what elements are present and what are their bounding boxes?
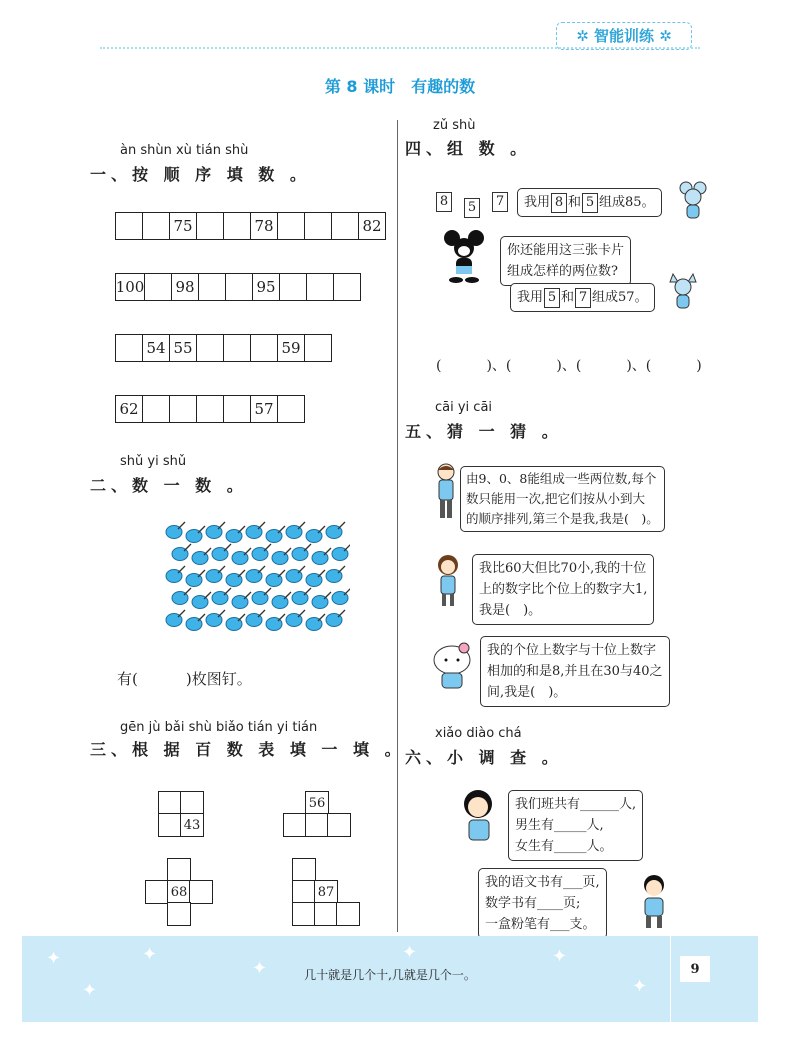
number-cell[interactable] [196,334,224,362]
bubble-text: 组成57。 [592,290,648,305]
star-icon: ✦ [46,948,62,969]
thumbtack-icon [312,548,331,565]
riddle-line: 我比60大但比70小,我的十位 [479,561,647,576]
thumbtack-icon [272,592,291,609]
number-cell[interactable] [225,273,253,301]
number-cell: 78 [250,212,278,240]
star-icon: ✦ [632,976,648,997]
number-cell[interactable] [196,395,224,423]
riddle-bubble-2 [472,554,654,625]
riddle-bubble-3 [480,636,670,707]
answer-prefix: 有( [117,670,138,688]
number-cell[interactable] [250,334,278,362]
digit-card: 7 [575,288,591,308]
boy-character-icon [432,462,460,522]
riddle-line: 由9、0、8能组成一些两位数,每个 [466,471,657,486]
number-cell: 82 [358,212,386,240]
section4-pinyin: zǔ shù [433,118,476,133]
number-cell[interactable] [142,395,170,423]
column-divider [397,120,398,932]
grid-cell[interactable] [336,902,360,926]
grid-cell: 43 [180,813,204,837]
thumbtack-icon [326,610,345,627]
number-cell: 95 [252,273,280,301]
number-cell[interactable] [277,395,305,423]
number-cell: 54 [142,334,170,362]
digit-card: 5 [464,198,480,218]
section2-title: 二、数 一 数 。 [90,476,248,495]
page-number: 9 [680,956,710,982]
footer-band [22,936,758,1022]
grid-cell[interactable] [292,858,316,882]
riddle-line: 相加的和是8,并且在30与40之 [487,664,663,679]
digit-card: 5 [582,193,598,213]
section1-pinyin: àn shùn xù tián shù [120,143,249,158]
number-cell: 100 [115,273,145,301]
survey-line[interactable]: 女生有_____人。 [515,839,613,854]
thumbtack-icon [172,544,191,561]
riddle-line: 的顺序排列,第三个是我,我是( )。 [466,511,659,526]
thumbtack-icon [172,588,191,605]
thumbtack-icon [186,614,205,631]
sequence-row-2 [115,273,361,301]
number-cell: 98 [171,273,199,301]
sequence-row-1 [115,212,386,240]
thumbtack-icon [166,522,350,631]
thumbtack-icon [292,588,311,605]
digit-card: 8 [436,192,452,212]
girl-character-icon [430,552,466,610]
star-icon: ✦ [552,946,568,967]
thumbtack-icon [212,544,231,561]
number-cell[interactable] [304,334,332,362]
schoolgirl-character-icon [456,788,504,844]
star-icon: ✦ [252,958,268,979]
sequence-row-3 [115,334,332,362]
thumbtack-icon [266,614,285,631]
bubble-text: 和 [568,195,582,210]
number-cell[interactable] [198,273,226,301]
digit-card: 8 [551,193,567,213]
thumbtack-icon [226,614,245,631]
number-cell[interactable] [304,212,332,240]
speech-bubble-1 [517,188,662,217]
number-cell[interactable] [279,273,307,301]
thumbtack-icon [186,570,205,587]
bubble-text: 组成怎样的两位数? [507,264,618,279]
number-cell: 55 [169,334,197,362]
riddle-line: 我的个位上数字与十位上数字 [487,643,657,658]
paren: )、( [486,358,512,374]
kitty-character-icon [428,640,480,692]
thumbtack-icon [192,548,211,565]
thumbtack-icon [252,544,271,561]
thumbtack-icon [212,588,231,605]
grid-cell[interactable] [189,880,213,904]
number-cell[interactable] [115,212,143,240]
top-dotted-line [100,47,700,49]
number-cell: 59 [277,334,305,362]
digit-card: 5 [544,288,560,308]
riddle-line: 我是( )。 [479,603,542,618]
thumbtack-icon [272,548,291,565]
speech-bubble-2 [500,236,631,286]
riddle-line: 上的数字比个位上的数字大1, [479,582,648,597]
star-icon: ✦ [402,942,418,963]
grid-cell[interactable] [292,902,316,926]
survey-line[interactable]: 男生有_____人, [515,818,604,833]
thumbtack-icon [306,570,325,587]
thumbtack-icon [192,592,211,609]
cat-character-icon [666,272,700,314]
number-cell[interactable] [142,212,170,240]
thumbtack-icon [332,544,350,561]
survey-line[interactable]: 一盒粉笔有___支。 [485,917,596,932]
thumbtack-icon [232,548,251,565]
mouse-character-icon [676,180,710,222]
schoolboy-character-icon [634,872,674,930]
sequence-row-4 [115,395,305,423]
thumbtack-icon [246,566,265,583]
section1-title: 一、按 顺 序 填 数 。 [90,165,311,184]
survey-bubble-1 [508,790,643,861]
thumbtack-icon [186,526,205,543]
grid-cell[interactable] [180,791,204,815]
star-icon: ✦ [142,944,158,965]
thumbtack-icon [266,526,285,543]
survey-line[interactable]: 我的语文书有___页, [485,875,600,890]
section5-title: 五、猜 一 猜 。 [405,422,563,441]
grid-cell[interactable] [158,791,182,815]
riddle-bubble-1 [460,466,665,532]
number-cell: 57 [250,395,278,423]
grid-cell[interactable] [167,858,191,882]
thumbtack-icon [306,526,325,543]
digit-card: 7 [492,192,508,212]
section6-pinyin: xiǎo diào chá [435,726,522,741]
thumbtack-icon [292,544,311,561]
thumbtack-icon [252,588,271,605]
bubble-text: 我用 [524,195,551,210]
speech-bubble-3 [510,283,655,312]
number-cell[interactable] [223,395,251,423]
thumbtack-icon [166,610,185,627]
number-cell[interactable] [115,334,143,362]
grid-cell: 68 [167,880,191,904]
bubble-text: 你还能用这三张卡片 [507,243,625,258]
grid-cell: 56 [305,791,329,815]
number-cell[interactable] [306,273,334,301]
star-icon: ✲ [576,27,594,45]
thumbtack-icon [306,614,325,631]
grid-cell[interactable] [314,902,338,926]
number-cell[interactable] [223,334,251,362]
number-cell[interactable] [223,212,251,240]
section2-pinyin: shǔ yi shǔ [120,454,187,469]
number-cell[interactable] [331,212,359,240]
number-cell[interactable] [196,212,224,240]
lesson-title: 第 8 课时 有趣的数 [324,77,476,96]
section4-title: 四、组 数 。 [405,139,532,158]
thumbtack-icon [286,522,305,539]
badge-label: 智能训练 [593,27,654,45]
thumbtack-icon [166,522,185,539]
grid-cell[interactable] [158,813,182,837]
section-badge [556,22,692,50]
survey-line[interactable]: 数学书有____页; [485,896,581,911]
bubble-text: 我用 [517,290,544,305]
grid-cell[interactable] [292,880,316,904]
thumbtack-icon [312,592,331,609]
survey-line[interactable]: 我们班共有______人, [515,797,637,812]
thumbtack-icon [332,588,350,605]
grid-cell[interactable] [283,813,307,837]
number-cell[interactable] [333,273,361,301]
number-cell: 75 [169,212,197,240]
combination-answers [436,355,702,375]
grid-cell[interactable] [145,880,169,904]
footer-divider [670,936,671,1022]
thumbtack-icon [226,570,245,587]
section5-pinyin: cāi yi cāi [435,400,493,415]
mickey-character-icon [440,228,492,286]
thumbtack-icon [206,566,225,583]
thumbtack-icon [226,526,245,543]
number-cell: 62 [115,395,143,423]
thumbtack-icon [326,566,345,583]
thumbtack-icon [166,566,185,583]
paren: )、( [556,358,582,374]
number-cell[interactable] [169,395,197,423]
star-icon: ✦ [82,980,98,1001]
number-cell[interactable] [277,212,305,240]
section3-pinyin: gēn jù bǎi shù biǎo tián yi tián [120,720,318,735]
bubble-text: 和 [561,290,575,305]
paren: ) [696,358,702,374]
grid-cell[interactable] [305,813,329,837]
count-answer [117,668,252,689]
thumbtack-icon [246,522,265,539]
section3-title: 三、根 据 百 数 表 填 一 填 。 [90,740,406,759]
star-icon: ✲ [654,27,672,45]
grid-cell[interactable] [167,902,191,926]
thumbtack-icon [232,592,251,609]
thumbtack-icon [326,522,345,539]
paren: )、( [626,358,652,374]
riddle-line: 间,我是( )。 [487,685,567,700]
grid-cell: 87 [314,880,338,904]
thumbtack-icon [286,610,305,627]
thumbtack-icon [206,610,225,627]
thumbtack-icon [206,522,225,539]
thumbtack-icon [246,610,265,627]
number-cell[interactable] [144,273,172,301]
bubble-text: 组成85。 [599,195,655,210]
thumbtacks-illustration [160,520,350,640]
paren: ( [436,358,442,374]
answer-suffix: )枚图钉。 [185,670,252,688]
thumbtack-icon [266,570,285,587]
section6-title: 六、小 调 查 。 [405,748,563,767]
thumbtack-icon [286,566,305,583]
footer-tip: 几十就是几个十,几就是几个一。 [304,968,476,982]
survey-bubble-2 [478,868,607,939]
grid-cell[interactable] [327,813,351,837]
riddle-line: 数只能用一次,把它们按从小到大 [466,491,645,506]
